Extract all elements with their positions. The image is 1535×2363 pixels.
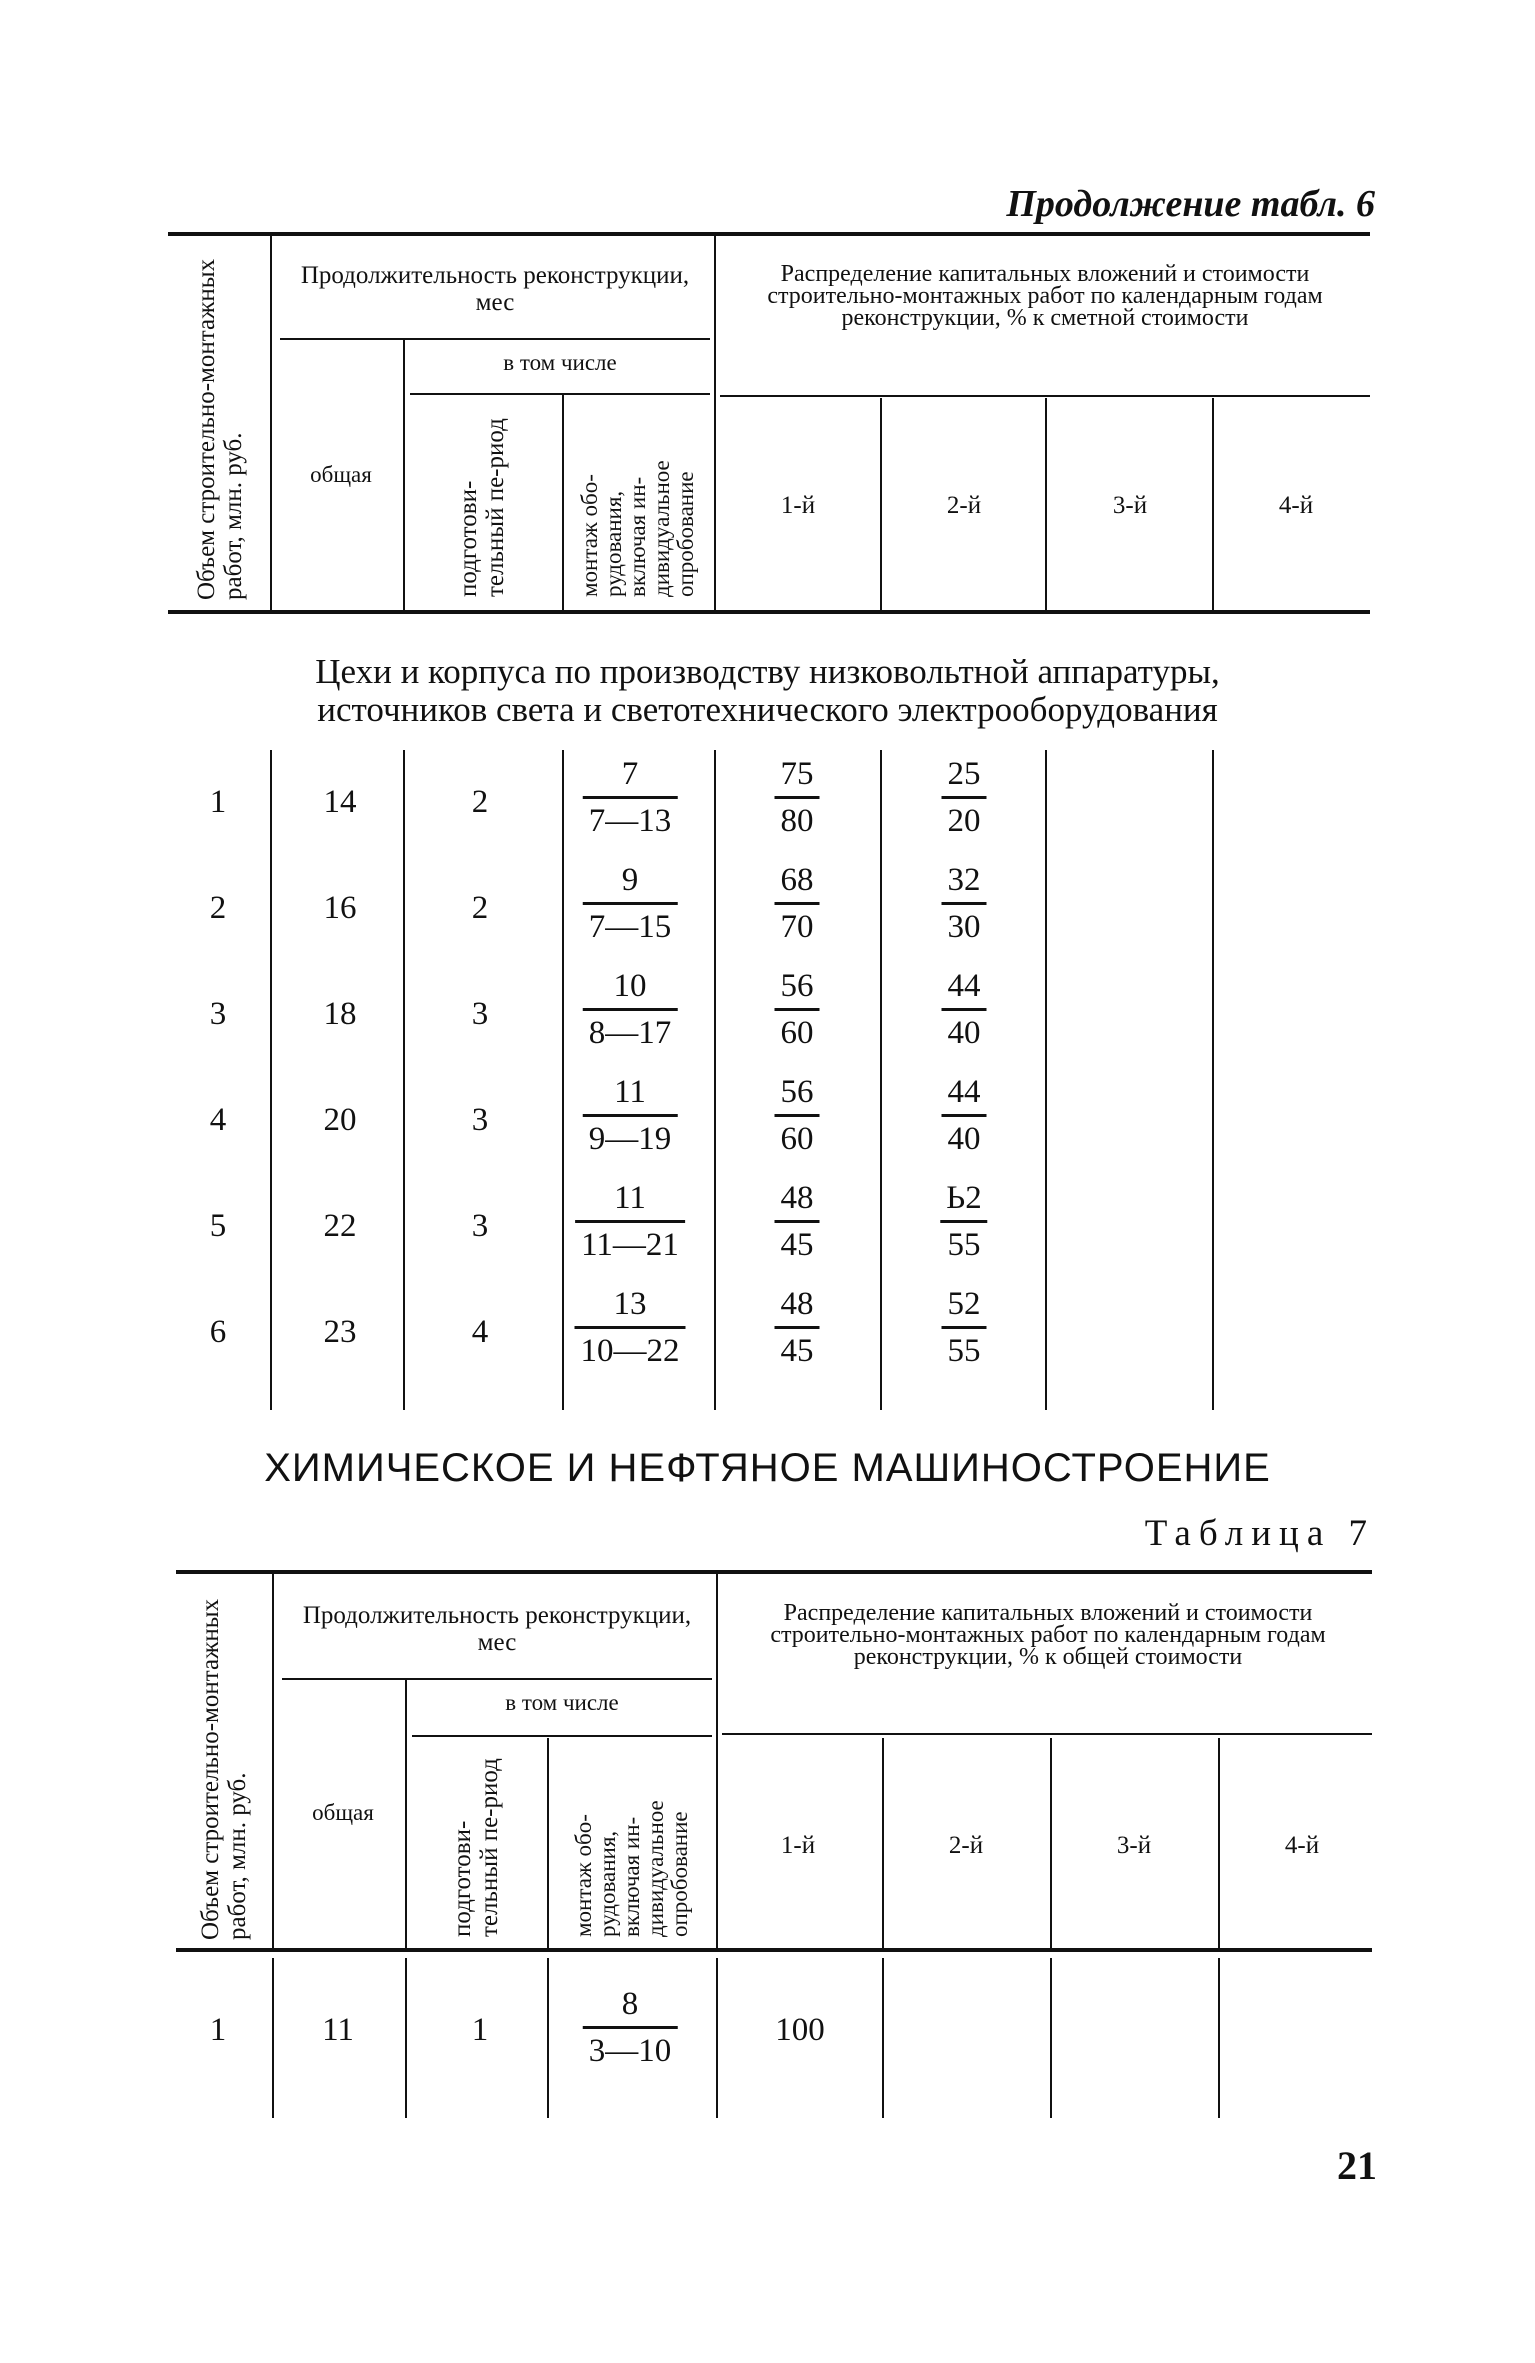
t7-vline-2 bbox=[716, 1574, 718, 1948]
t7-year3-header: 3-й bbox=[1116, 1832, 1152, 1859]
t6-body-vline-2 bbox=[403, 750, 405, 1410]
t6-distribution-header: Распределение капитальных вложений и стоимости строительно-монтажных работ по календарным годам реконструкции, % к сметной стоимости bbox=[767, 261, 1323, 331]
t6-vline-5 bbox=[880, 398, 882, 610]
t6-volume-header: Объем строительно-монтажных работ, млн. руб. bbox=[193, 258, 247, 600]
table-row-year2-fraction-den: 55 bbox=[947, 1333, 981, 1369]
table-row-install-fraction-den: 11—21 bbox=[581, 1227, 679, 1263]
table-row-year2-fraction-num: Ь2 bbox=[946, 1180, 982, 1216]
table-row-install-fraction bbox=[583, 754, 678, 841]
t6-including-rule bbox=[410, 393, 710, 395]
t7-body-vline-1 bbox=[272, 1958, 274, 2118]
t7-distribution-rule bbox=[722, 1733, 1372, 1735]
fraction-bar bbox=[942, 1008, 987, 1011]
t6-body-vline-1 bbox=[270, 750, 272, 1410]
table-row-year2-fraction-den: 40 bbox=[947, 1015, 981, 1051]
t7-including-header: в том числе bbox=[505, 1690, 619, 1715]
table-row-year2-fraction bbox=[942, 1072, 987, 1159]
table-row-year1-fraction-den: 60 bbox=[780, 1121, 814, 1157]
table7-label: Таблица 7 bbox=[1144, 1513, 1375, 1554]
t6-year1-header: 1-й bbox=[780, 492, 816, 519]
table-row-year1-fraction bbox=[775, 1284, 820, 1371]
table-row-year2-fraction bbox=[942, 966, 987, 1053]
t6-year2-header: 2-й bbox=[946, 492, 982, 519]
t6-prep-header: подготови-тельный пе-риод bbox=[455, 418, 509, 597]
t7-row-install-fraction bbox=[583, 1984, 678, 2071]
table-row-install-fraction-den: 8—17 bbox=[588, 1015, 672, 1051]
table-row-year1-fraction-den: 70 bbox=[780, 909, 814, 945]
t7-vline-5 bbox=[882, 1738, 884, 1948]
table-row-total: 18 bbox=[323, 996, 357, 1032]
fraction-bar bbox=[942, 1326, 987, 1329]
t6-body-vline-6 bbox=[1045, 750, 1047, 1410]
table-row-prep: 2 bbox=[471, 890, 489, 926]
t7-body-vline-5 bbox=[882, 1958, 884, 2118]
table-row-install-fraction-num: 11 bbox=[614, 1074, 646, 1110]
table-row-year1-fraction-num: 56 bbox=[780, 968, 814, 1004]
t7-year1-header: 1-й bbox=[780, 1832, 816, 1859]
page-number: 21 bbox=[1337, 2143, 1377, 2188]
table-row-install-fraction bbox=[583, 966, 678, 1053]
t7-prep-header: подготови-тельный пе-риод bbox=[449, 1758, 503, 1937]
t7-body-vline-6 bbox=[1050, 1958, 1052, 2118]
table-row-year1-fraction-den: 45 bbox=[780, 1333, 814, 1369]
fraction-bar bbox=[583, 1114, 678, 1117]
t7-total-header: общая bbox=[312, 1800, 374, 1825]
t7-vline-7 bbox=[1218, 1738, 1220, 1948]
fraction-bar bbox=[942, 796, 987, 799]
table7-top-rule bbox=[176, 1570, 1372, 1574]
fraction-bar bbox=[940, 1220, 987, 1223]
table6-header-bottom-rule bbox=[168, 610, 1370, 614]
table-row-year2-fraction-num: 44 bbox=[947, 968, 981, 1004]
table-row-year1-fraction-den: 45 bbox=[780, 1227, 814, 1263]
table-row-prep: 4 bbox=[471, 1314, 489, 1350]
table-row-install-fraction-den: 7—13 bbox=[588, 803, 672, 839]
fraction-bar bbox=[583, 1008, 678, 1011]
table-row-year1-fraction bbox=[775, 754, 820, 841]
t7-including-rule bbox=[412, 1735, 712, 1737]
t7-vline-6 bbox=[1050, 1738, 1052, 1948]
fraction-bar bbox=[583, 796, 678, 799]
table-row-year2-fraction bbox=[940, 1178, 987, 1265]
fraction-bar bbox=[575, 1326, 686, 1329]
table-row-year2-fraction-den: 20 bbox=[947, 803, 981, 839]
table-row-year1-fraction bbox=[775, 966, 820, 1053]
table-row-install-fraction bbox=[583, 1072, 678, 1159]
t7-year2-header: 2-й bbox=[948, 1832, 984, 1859]
t6-vline-2 bbox=[714, 236, 716, 610]
table-row-install-fraction-num: 10 bbox=[613, 968, 647, 1004]
continuation-label: Продолжение табл. 6 bbox=[1006, 183, 1375, 225]
fraction-bar bbox=[775, 1326, 820, 1329]
t7-volume-header: Объем строительно-монтажных работ, млн. руб. bbox=[197, 1598, 251, 1940]
fraction-bar bbox=[583, 2026, 678, 2029]
table-row-year2-fraction-den: 30 bbox=[947, 909, 981, 945]
t7-year4-header: 4-й bbox=[1284, 1832, 1320, 1859]
table-row-volume: 2 bbox=[209, 890, 227, 926]
t7-row-install-num: 8 bbox=[621, 1986, 639, 2022]
table-row-total: 22 bbox=[323, 1208, 357, 1244]
fraction-bar bbox=[775, 1114, 820, 1117]
fraction-bar bbox=[775, 1008, 820, 1011]
t6-including-header: в том числе bbox=[503, 350, 617, 375]
table-row-year1-fraction bbox=[775, 860, 820, 947]
table-row-year1-fraction-num: 48 bbox=[780, 1286, 814, 1322]
table-row-install-fraction-den: 10—22 bbox=[580, 1333, 680, 1369]
t7-body-vline-7 bbox=[1218, 1958, 1220, 2118]
t7-distribution-header: Распределение капитальных вложений и стоимости строительно-монтажных работ по календарным годам реконструкции, % к общей стоимости bbox=[770, 1600, 1326, 1670]
fraction-bar bbox=[942, 902, 987, 905]
table-row-year1-fraction-num: 68 bbox=[780, 862, 814, 898]
t7-row-prep: 1 bbox=[471, 2012, 489, 2048]
table-row-year2-fraction bbox=[942, 754, 987, 841]
t7-row-volume: 1 bbox=[209, 2012, 227, 2048]
table-row-install-fraction-num: 7 bbox=[621, 756, 639, 792]
fraction-bar bbox=[775, 902, 820, 905]
table-row-total: 16 bbox=[323, 890, 357, 926]
t7-install-header: монтаж обо-рудования, включая ин-дивидуальное опробование bbox=[571, 1800, 692, 1937]
t6-duration-rule bbox=[280, 338, 710, 340]
t6-vline-4 bbox=[562, 395, 564, 610]
table-row-prep: 3 bbox=[471, 996, 489, 1032]
table-row-install-fraction-den: 9—19 bbox=[588, 1121, 672, 1157]
t7-row-total: 11 bbox=[322, 2012, 354, 2048]
table-row-year2-fraction-num: 52 bbox=[947, 1286, 981, 1322]
table-row-year2-fraction-den: 40 bbox=[947, 1121, 981, 1157]
table-row-year1-fraction-num: 75 bbox=[780, 756, 814, 792]
t6-section-title-line1: Цехи и корпуса по производству низковольтной аппаратуры, bbox=[315, 652, 1220, 691]
table-row-year2-fraction bbox=[942, 860, 987, 947]
table-row-year2-fraction bbox=[942, 1284, 987, 1371]
t6-year4-header: 4-й bbox=[1278, 492, 1314, 519]
fraction-bar bbox=[583, 902, 678, 905]
table6-top-rule bbox=[168, 232, 1370, 236]
table-row-year1-fraction-den: 60 bbox=[780, 1015, 814, 1051]
t6-body-vline-3 bbox=[562, 750, 564, 1410]
t6-vline-1 bbox=[270, 236, 272, 610]
table-row-prep: 2 bbox=[471, 784, 489, 820]
table-row-prep: 3 bbox=[471, 1208, 489, 1244]
t6-total-header: общая bbox=[310, 462, 372, 487]
t7-body-vline-3 bbox=[547, 1958, 549, 2118]
t6-body-vline-5 bbox=[880, 750, 882, 1410]
table-row-year1-fraction-num: 48 bbox=[780, 1180, 814, 1216]
table-row-volume: 1 bbox=[209, 784, 227, 820]
t6-body-vline-7 bbox=[1212, 750, 1214, 1410]
t7-row-install-den: 3—10 bbox=[588, 2033, 672, 2069]
table-row-install-fraction bbox=[575, 1178, 685, 1265]
t7-body-vline-2 bbox=[405, 1958, 407, 2118]
table-row-year2-fraction-num: 44 bbox=[947, 1074, 981, 1110]
t6-duration-header: Продолжительность реконструкции, мес bbox=[300, 262, 690, 316]
t7-body-vline-4 bbox=[716, 1958, 718, 2118]
t7-duration-header: Продолжительность реконструкции, мес bbox=[302, 1602, 692, 1656]
t7-vline-4 bbox=[547, 1738, 549, 1948]
table-row-year1-fraction-num: 56 bbox=[780, 1074, 814, 1110]
table-row-total: 23 bbox=[323, 1314, 357, 1350]
table-row-year2-fraction-den: 55 bbox=[947, 1227, 981, 1263]
t6-body-vline-4 bbox=[714, 750, 716, 1410]
table-row-volume: 6 bbox=[209, 1314, 227, 1350]
table-row-install-fraction bbox=[583, 860, 678, 947]
t6-year3-header: 3-й bbox=[1112, 492, 1148, 519]
t6-section-title-line2: источников света и светотехнического электрооборудования bbox=[317, 690, 1218, 729]
table-row-volume: 3 bbox=[209, 996, 227, 1032]
table-row-total: 14 bbox=[323, 784, 357, 820]
table-row-year2-fraction-num: 25 bbox=[947, 756, 981, 792]
fraction-bar bbox=[775, 796, 820, 799]
table-row-year1-fraction bbox=[775, 1178, 820, 1265]
t6-install-header: монтаж обо-рудования, включая ин-дивидуальное опробование bbox=[577, 460, 698, 597]
table-row-volume: 5 bbox=[209, 1208, 227, 1244]
table-row-install-fraction-num: 13 bbox=[613, 1286, 647, 1322]
table-row-install-fraction-num: 11 bbox=[614, 1180, 646, 1216]
table-row-total: 20 bbox=[323, 1102, 357, 1138]
table-row-year1-fraction bbox=[775, 1072, 820, 1159]
table-row-prep: 3 bbox=[471, 1102, 489, 1138]
t7-vline-1 bbox=[272, 1574, 274, 1948]
table-row-year1-fraction-den: 80 bbox=[780, 803, 814, 839]
section7-title: ХИМИЧЕСКОЕ И НЕФТЯНОЕ МАШИНОСТРОЕНИЕ bbox=[264, 1446, 1271, 1490]
table7-header-bottom-rule bbox=[176, 1948, 1372, 1952]
table-row-install-fraction-num: 9 bbox=[621, 862, 639, 898]
t6-distribution-rule bbox=[720, 395, 1370, 397]
t7-row-year1: 100 bbox=[775, 2012, 825, 2048]
t7-duration-rule bbox=[282, 1678, 712, 1680]
fraction-bar bbox=[942, 1114, 987, 1117]
t6-vline-7 bbox=[1212, 398, 1214, 610]
table-row-install-fraction-den: 7—15 bbox=[588, 909, 672, 945]
fraction-bar bbox=[575, 1220, 685, 1223]
table-row-year2-fraction-num: 32 bbox=[947, 862, 981, 898]
table-row-install-fraction bbox=[575, 1284, 686, 1371]
fraction-bar bbox=[775, 1220, 820, 1223]
table-row-volume: 4 bbox=[209, 1102, 227, 1138]
t6-vline-6 bbox=[1045, 398, 1047, 610]
